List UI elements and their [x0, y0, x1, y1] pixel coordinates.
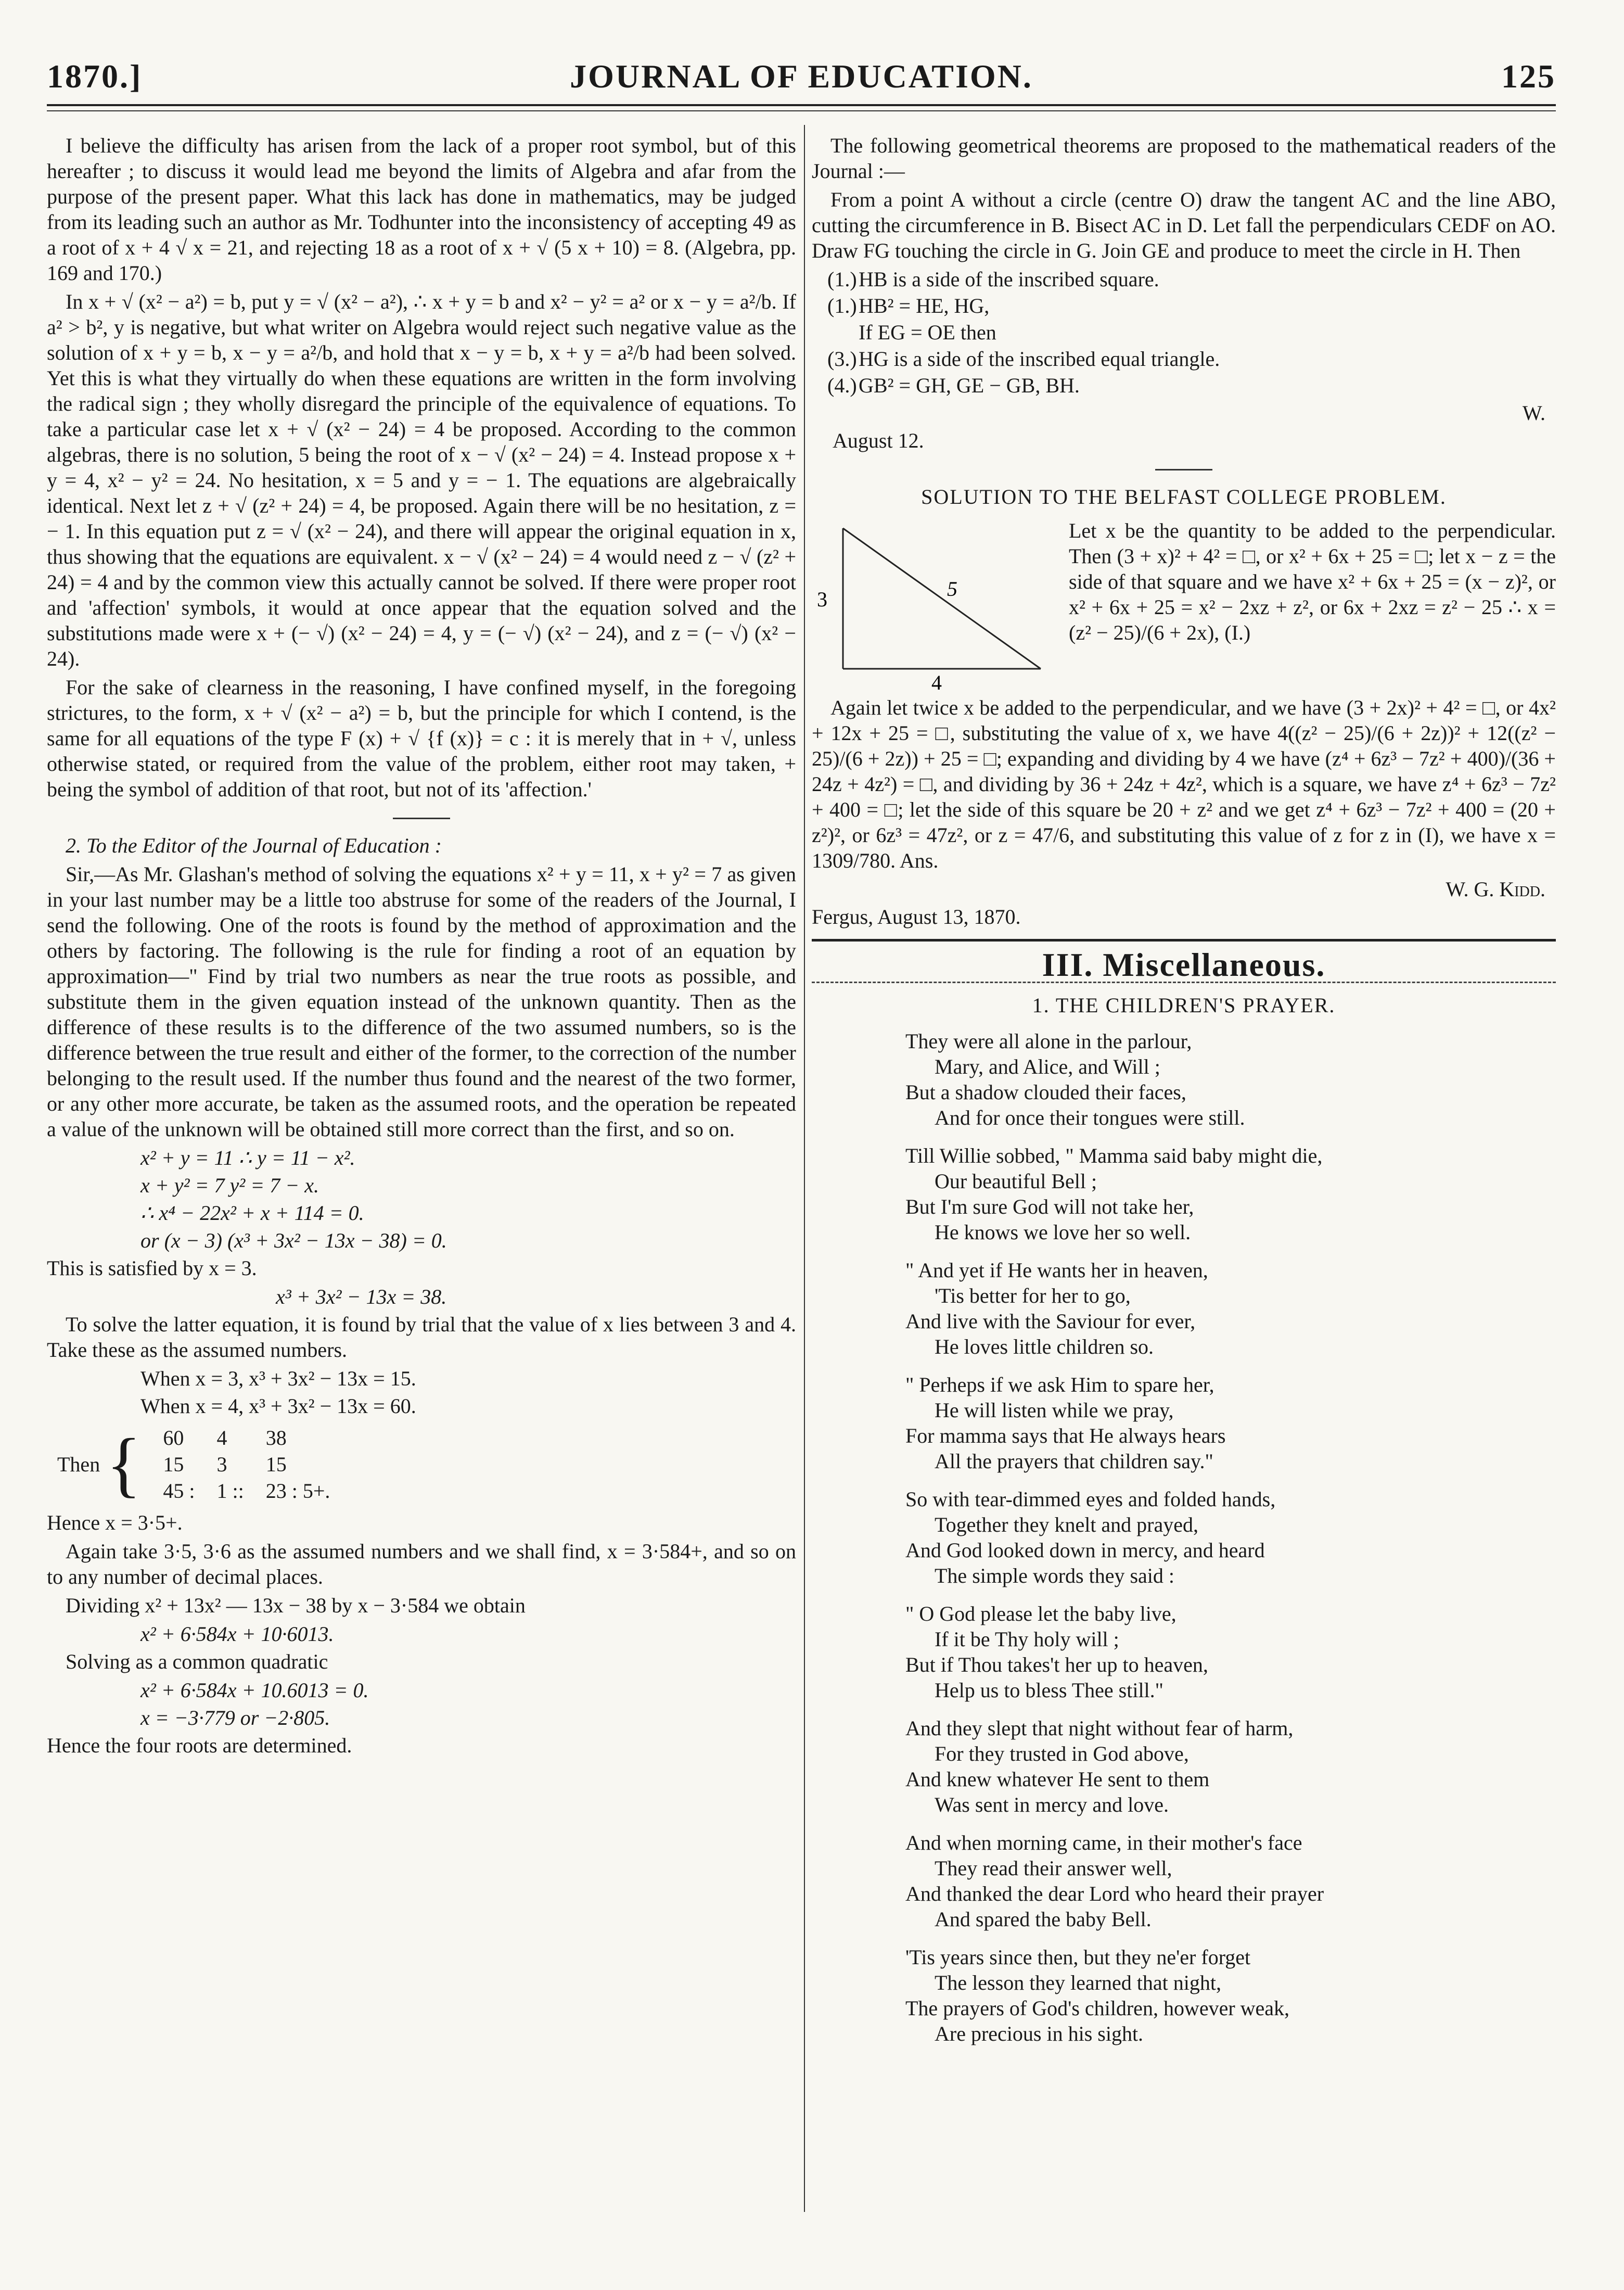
- poem-line: And thanked the dear Lord who heard their prayer: [905, 1882, 1324, 1905]
- signature: W.: [1522, 401, 1545, 425]
- letter-heading: 2. To the Editor of the Journal of Education :: [66, 834, 442, 857]
- poem-line: And for once their tongues were still.: [935, 1106, 1245, 1129]
- table-cell: 45 :: [163, 1479, 195, 1503]
- theorem-text: If EG = OE then: [859, 321, 996, 344]
- table-cell: 60: [163, 1426, 184, 1449]
- poem-line: 'Tis better for her to go,: [935, 1284, 1131, 1307]
- section-separator: [1155, 469, 1212, 470]
- hypotenuse-label: 5: [947, 577, 957, 601]
- theorem-text: GB² = GH, GE − GB, BH.: [859, 374, 1080, 397]
- paragraph: Dividing x² + 13x² — 13x − 38 by x − 3·584 we obtain: [66, 1594, 526, 1617]
- poem-line: For mamma says that He always hears: [905, 1424, 1226, 1447]
- poem-line: If it be Thy holy will ;: [935, 1627, 1119, 1651]
- page-header: [47, 57, 1556, 104]
- dateline: August 12.: [833, 429, 924, 452]
- poem-line: Was sent in mercy and love.: [935, 1793, 1169, 1816]
- poem-line: The lesson they learned that night,: [935, 1971, 1221, 1994]
- table-cell: 4: [216, 1426, 227, 1449]
- poem-line: " And yet if He wants her in heaven,: [905, 1258, 1208, 1282]
- poem-line: " O God please let the baby live,: [905, 1602, 1177, 1625]
- signature: W. G. Kidd.: [1446, 877, 1545, 901]
- proportion-block: [57, 1421, 796, 1508]
- poem-stanza: [905, 1601, 1556, 1703]
- theorem-text: HB is a side of the inscribed square.: [859, 268, 1159, 291]
- paragraph: Let x be the quantity to be added to the perpendicular. Then (3 + x)² + 4² = □, or x² + 6x + 25 = □; let x − z = the side of that square and we have x² + 6x + 25 = (x − z)², or x² + 6x + 25 = x² − 2xz + z², or 6x + 2xz = z² − 25 ∴ x = (z² − 25)/(6 + 2x), (I.): [1069, 519, 1556, 644]
- paragraph: Hence x = 3·5+.: [47, 1511, 183, 1534]
- poem-line: And God looked down in mercy, and heard: [905, 1538, 1265, 1562]
- paragraph: Solving as a common quadratic: [66, 1650, 328, 1673]
- table-row: [163, 1478, 351, 1504]
- equation: ∴ x⁴ − 22x² + x + 114 = 0.: [140, 1201, 364, 1225]
- equation: x² + 6·584x + 10·6013.: [140, 1622, 334, 1646]
- paragraph: In x + √ (x² − a²) = b, put y = √ (x² − a²), ∴ x + y = b and x² − y² = a² or x − y = a²/b. If a² > b², y is negative, but what writer on Algebra would reject such negative value as the solution of x + y = b, x − y = a²/b, and hold that x − y = b, x + y = a²/b had been solved. Yet this is what they virtually do when these equations are written in the form involving the radical sign ; they wholly disregard the principle of the equivalence of equations. To take a particular case let x + √ (x² − 24) = 4 be proposed. According to the common algebras, there is no solution, 5 being the root of x − √ (x² − 24) = 4. Instead propose x + y = 4, x² − y² = 24. No hesitation, x = 5 and y = − 1. The equations are algebraically identical. Next let z + √ (z² + 24) = 4, be proposed. Again there will be no hesitation, z = − 1. In this equation put z = √ (x² − 24), and there will appear the original equation in x, thus showing that the equations are equivalent. x − √ (x² − 24) = 4 would need z − √ (z² + 24) = 4 and by the common view this actually cannot be solved. If there were proper root and 'affection' symbols, it would at once appear that the equation solved and the substitutions made were x + (− √) (x² − 24) = 4, y = (− √) (x² − 24), and z = (− √) (x² − 24).: [47, 290, 796, 670]
- poem: [812, 1028, 1556, 2046]
- paragraph: Again take 3·5, 3·6 as the assumed numbers and we shall find, x = 3·584+, and so on to any number of decimal places.: [47, 1540, 796, 1588]
- poem-line: And when morning came, in their mother's face: [905, 1831, 1302, 1854]
- dateline: Fergus, August 13, 1870.: [812, 905, 1021, 928]
- theorem-item: [827, 266, 1556, 292]
- poem-line: But I'm sure God will not take her,: [905, 1195, 1194, 1218]
- poem-line: All the prayers that children say.": [935, 1449, 1213, 1473]
- poem-stanza: [905, 1028, 1556, 1130]
- solution-text-1: [1069, 518, 1556, 690]
- header-page-number: 125: [1501, 58, 1556, 95]
- base-label: 4: [931, 671, 942, 690]
- poem-stanza: [905, 1830, 1556, 1932]
- paragraph: For the sake of clearness in the reasoning, I have confined myself, in the foregoing strictures, to the form, x + √ (x² − a²) = b, but the principle for which I contend, is the same for all equations of the type F (x) + √ {f (x)} = c : it is merely that in + √, unless otherwise stated, or required from the value of the problem, either root may taken, + being the symbol of addition of that root, but not of its 'affection.': [47, 676, 796, 801]
- header-rule: [47, 104, 1556, 106]
- table-cell: 15: [265, 1453, 287, 1476]
- trial-value: When x = 3, x³ + 3x² − 13x = 15.: [140, 1367, 416, 1390]
- theorem-number: (4.): [827, 374, 857, 397]
- table-cell: 38: [265, 1426, 287, 1449]
- equation: x² + 6·584x + 10.6013 = 0.: [140, 1678, 369, 1702]
- theorem-item: [827, 373, 1556, 398]
- theorem-item: [827, 320, 1556, 345]
- table-cell: 3: [216, 1453, 227, 1476]
- poem-line: Mary, and Alice, and Will ;: [935, 1055, 1160, 1078]
- table-row: [163, 1425, 351, 1451]
- poem-line: He loves little children so.: [935, 1335, 1154, 1358]
- proportion-table: [162, 1424, 352, 1505]
- poem-line: He will listen while we pray,: [935, 1398, 1174, 1422]
- triangle-hypotenuse: [843, 528, 1041, 669]
- table-cell: 1 ::: [216, 1479, 244, 1503]
- poem-line: Our beautiful Bell ;: [935, 1169, 1097, 1193]
- equation: or (x − 3) (x³ + 3x² − 13x − 38) = 0.: [140, 1229, 447, 1252]
- poem-line: But a shadow clouded their faces,: [905, 1080, 1186, 1104]
- poem-line: But if Thou takes't her up to heaven,: [905, 1653, 1208, 1676]
- paragraph: To solve the latter equation, it is found by trial that the value of x lies between 3 and 4. Take these as the assumed numbers.: [47, 1313, 796, 1362]
- header-title: JOURNAL OF EDUCATION.: [570, 58, 1033, 95]
- poem-line: The prayers of God's children, however weak,: [905, 1996, 1290, 2020]
- solution-heading: SOLUTION TO THE BELFAST COLLEGE PROBLEM.: [921, 485, 1447, 508]
- then-label: Then: [57, 1453, 100, 1476]
- paragraph: Again let twice x be added to the perpendicular, and we have (3 + 2x)² + 4² = □, or 4x² + 12x + 25 = □, substituting the value of x, we have 4((z² − 25)/(6 + 2z))² + 12((z² − 25)/(6 + 2z)) + 25 = □; expanding and dividing by 4 we have (z⁴ + 6z³ − 7z² + 400)/(36 + 24z + 4z²) = □, and dividing by 36 + 24z + 4z², which is a square, we have z⁴ + 6z³ − 7z² + 400 = □; let the side of this square be 20 + z² and we get z⁴ + 6z³ − 7z² + 400 = (20 + z²)², or 6z³ = 47z², or z = 47/6, and substituting this value of z for z in (I), we have x = 1309/780. Ans.: [812, 696, 1556, 872]
- poem-line: And they slept that night without fear of harm,: [905, 1716, 1294, 1740]
- poem-line: Till Willie sobbed, " Mamma said baby might die,: [905, 1144, 1323, 1167]
- table-cell: 23 : 5+.: [265, 1479, 330, 1503]
- paragraph: The following geometrical theorems are proposed to the mathematical readers of the Journal :—: [812, 134, 1556, 183]
- section-separator: [393, 818, 450, 819]
- equation: x + y² = 7 y² = 7 − x.: [140, 1174, 319, 1197]
- theorem-number: (1.): [827, 294, 857, 317]
- right-column: [812, 133, 1556, 2220]
- theorem-list: [827, 266, 1556, 398]
- header-year: 1870.]: [47, 58, 143, 95]
- theorem-item: [827, 346, 1556, 372]
- paragraph: Sir,—As Mr. Glashan's method of solving the equations x² + y = 11, x + y² = 7 as given in your last number may be a little too abstruse for some of the readers of the Journal, I send the following. One of the roots is found by the method of approximation and the others by factoring. The following is the rule for finding a root of an equation by approximation—" Find by trial two numbers as near the true roots as possible, and substitute them in the given equation instead of the unknown quantity. Then as the difference of these results is to the difference of the two assumed numbers, so is the difference between the true result and either of the former, to the correction of the number belonging to the result used. If the number thus found and the nearest of the two former, or any other more accurate, be taken as the assumed roots, and the operation be repeated a value of the unknown will be obtained still more correct than the first, and so on.: [47, 862, 796, 1141]
- equation: x² + y = 11 ∴ y = 11 − x².: [140, 1146, 355, 1169]
- poem-line: Together they knelt and prayed,: [935, 1513, 1199, 1536]
- poem-line: And spared the baby Bell.: [935, 1907, 1152, 1931]
- paragraph: Hence the four roots are determined.: [47, 1734, 352, 1757]
- paragraph: I believe the difficulty has arisen from the lack of a proper root symbol, but of this hereafter ; to discuss it would lead me beyond the limits of Algebra and afar from the purpose of the present paper. What this lack has done in mathematics, may be judged from its leading such an author as Mr. Todhunter into the inconsistency of accepting 49 as a root of x + 4 √ x = 21, and rejecting 18 as a root of x + √ (5 x + 10) = 8. (Algebra, pp. 169 and 170.): [47, 134, 796, 285]
- poem-line: 'Tis years since then, but they ne'er forget: [905, 1945, 1251, 1969]
- poem-line: He knows we love her so well.: [935, 1220, 1191, 1244]
- theorem-number: (3.): [827, 347, 857, 371]
- brace-glyph: {: [106, 1423, 142, 1505]
- side-label: 3: [817, 588, 827, 611]
- poem-line: " Perheps if we ask Him to spare her,: [905, 1373, 1214, 1396]
- table-cell: 15: [163, 1453, 184, 1476]
- solution-block: [812, 518, 1556, 690]
- paragraph: From a point A without a circle (centre O) draw the tangent AC and the line ABO, cutting the circumference in B. Bisect AC in D. Let fall the perpendiculars CEDF on AO. Draw FG touching the circle in G. Join GE and produce to meet the circle in H. Then: [812, 188, 1556, 262]
- poem-line: Help us to bless Thee still.": [935, 1678, 1163, 1702]
- poem-stanza: [905, 1944, 1556, 2046]
- triangle-figure: [812, 518, 1056, 690]
- poem-stanza: [905, 1486, 1556, 1588]
- poem-line: And live with the Saviour for ever,: [905, 1309, 1196, 1333]
- poem-line: So with tear-dimmed eyes and folded hands,: [905, 1487, 1276, 1511]
- poem-stanza: [905, 1257, 1556, 1359]
- theorem-text: HG is a side of the inscribed equal triangle.: [859, 347, 1220, 371]
- poem-stanza: [905, 1715, 1556, 1817]
- left-column: [47, 133, 796, 2220]
- column-divider: [804, 125, 805, 2212]
- trial-value: When x = 4, x³ + 3x² − 13x = 60.: [140, 1394, 416, 1418]
- equation: x = −3·779 or −2·805.: [140, 1706, 330, 1729]
- poem-stanza: [905, 1372, 1556, 1474]
- poem-line: Are precious in his sight.: [935, 2022, 1144, 2045]
- theorem-text: HB² = HE, HG,: [859, 294, 990, 317]
- poem-title: 1. THE CHILDREN'S PRAYER.: [1032, 994, 1336, 1017]
- table-row: [163, 1452, 351, 1477]
- poem-stanza: [905, 1143, 1556, 1245]
- header-rule-thin: [47, 110, 1556, 111]
- theorem-number: (1.): [827, 268, 857, 291]
- section-title: III. Miscellaneous.: [1042, 946, 1326, 983]
- poem-line: They read their answer well,: [935, 1856, 1172, 1880]
- section-rule: [812, 939, 1556, 942]
- theorem-item: [827, 293, 1556, 319]
- poem-line: For they trusted in God above,: [935, 1742, 1189, 1765]
- paragraph: This is satisfied by x = 3.: [47, 1256, 257, 1280]
- poem-line: They were all alone in the parlour,: [905, 1029, 1192, 1053]
- equation: x³ + 3x² − 13x = 38.: [276, 1285, 447, 1308]
- poem-line: And knew whatever He sent to them: [905, 1767, 1210, 1791]
- poem-line: The simple words they said :: [935, 1564, 1175, 1587]
